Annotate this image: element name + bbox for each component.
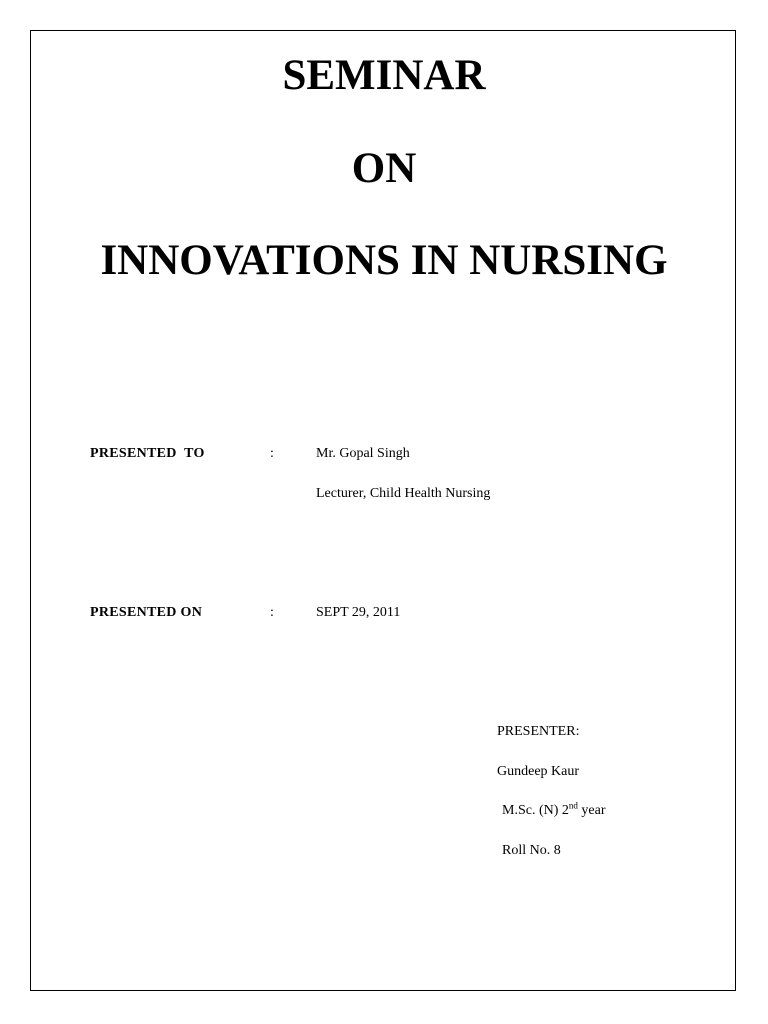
title-seminar: SEMINAR: [282, 52, 486, 99]
presented-to-name: Mr. Gopal Singh: [316, 446, 410, 461]
title-on: ON: [351, 145, 417, 192]
presented-on-label: PRESENTED ON: [90, 605, 203, 620]
presenter-name: Gundeep Kaur: [497, 764, 580, 779]
presented-to-colon: :: [270, 446, 274, 461]
presented-to-designation: Lecturer, Child Health Nursing: [316, 486, 491, 501]
presenter-heading: PRESENTER:: [497, 724, 580, 739]
presenter-course: [502, 800, 606, 819]
presenter-course-prefix: M.Sc. (N) 2: [502, 803, 569, 818]
presenter-course-suffix: year: [577, 803, 606, 818]
title-topic: INNOVATIONS IN NURSING: [100, 237, 668, 284]
presenter-course-ordinal: nd: [568, 800, 578, 811]
presented-to-label: PRESENTED TO: [90, 446, 205, 461]
presented-on-date: SEPT 29, 2011: [316, 605, 401, 620]
presented-on-colon: :: [270, 605, 274, 620]
presenter-roll: Roll No. 8: [502, 843, 561, 858]
